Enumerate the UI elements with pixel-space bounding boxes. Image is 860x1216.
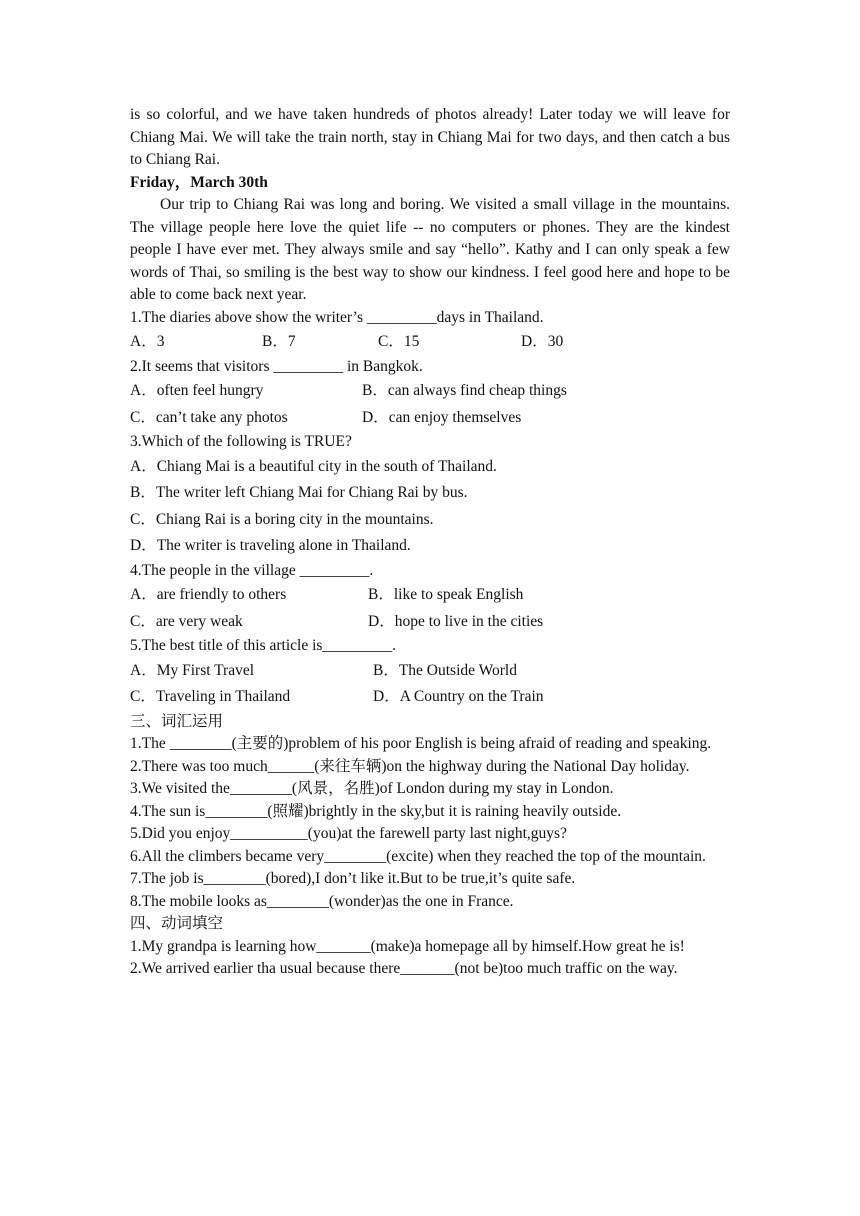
vocab-item: 1.The ________(主要的)problem of his poor English is being afraid of reading and speaking. [130,735,712,752]
passage-paragraph-1: is so colorful, and we have taken hundreds of photos already! Later today we will leave for Chiang Mai. We will take the train north, stay in Chiang Mai for two days, and then catch a bus to Chiang Rai. [130,106,730,168]
option: B．can always find cheap things [362,382,567,399]
option: B．like to speak English [368,586,524,603]
option: A．often feel hungry [130,382,264,399]
question-3-option-b [130,480,730,507]
option: A．My First Travel [130,661,255,679]
option: C．can’t take any photos [130,408,288,426]
verb-item: 2.We arrived earlier tha usual because there_______(not be)too much traffic on the way. [130,960,678,977]
question-3-option-c [130,507,730,534]
passage-paragraph-2: Our trip to Chiang Rai was long and boring. We visited a small village in the mountains. The village people here love the quiet life -- no computers or phones. They are the kindest people I have ever met. They always smile and say “hello”. Kathy and I can only speak a few words of Thai, so smiling is the best way to show our kindness. I feel good here and hope to be able to come back next year. [130,196,730,303]
option: D．hope to live in the cities [368,612,544,630]
question-4-stem: 4.The people in the village _________. [130,561,374,579]
option: C．15 [378,333,420,350]
question-1-stem: 1.The diaries above show the writer’s _________days in Thailand. [130,308,544,326]
option: D．A Country on the Train [373,688,544,705]
option: A．are friendly to others [130,586,287,603]
question-5-options-row-2 [130,684,730,711]
question-2-options-row-2 [130,405,730,432]
option: D．can enjoy themselves [362,408,522,426]
option: D．30 [521,333,564,350]
question-2-stem: 2.It seems that visitors _________ in Bangkok. [130,357,423,375]
vocab-item: 5.Did you enjoy__________(you)at the farewell party last night,guys? [130,825,567,842]
diary-date: Friday，March 30th [130,173,268,191]
section-4-heading: 四、动词填空 [130,915,224,932]
question-3-option-d [130,533,730,560]
option: A．3 [130,333,165,350]
option: B．The Outside World [373,661,517,679]
question-2-options-row-1 [130,378,730,405]
vocab-item: 6.All the climbers became very________(excite) when they reached the top of the mountain. [130,847,706,865]
vocab-item: 2.There was too much______(来往车辆)on the highway during the National Day holiday. [130,757,690,775]
verb-item: 1.My grandpa is learning how_______(make)a homepage all by himself.How great he is! [130,937,685,955]
section-3-heading: 三、词汇运用 [130,712,224,730]
option: C．Chiang Rai is a boring city in the mountains. [130,510,434,528]
question-4-options-row-1 [130,582,730,609]
question-3-option-a [130,454,730,481]
vocab-item: 3.We visited the________(风景，名胜)of London during my stay in London. [130,780,614,797]
question-5-options-row-1 [130,658,730,685]
vocab-item: 7.The job is________(bored),I don’t like it.But to be true,it’s quite safe. [130,870,576,887]
option: C．Traveling in Thailand [130,688,291,705]
option: B．The writer left Chiang Mai for Chiang Rai by bus. [130,484,468,501]
option: B．7 [262,333,296,350]
question-5-stem: 5.The best title of this article is_________. [130,637,397,654]
question-4-options-row-2 [130,609,730,636]
option: C．are very weak [130,612,243,630]
vocab-item: 4.The sun is________(照耀)brightly in the sky,but it is raining heavily outside. [130,802,622,820]
question-1-options [130,329,730,356]
option: D．The writer is traveling alone in Thailand. [130,537,411,554]
question-3-stem: 3.Which of the following is TRUE? [130,433,352,450]
option: A．Chiang Mai is a beautiful city in the south of Thailand. [130,457,497,475]
vocab-item: 8.The mobile looks as________(wonder)as the one in France. [130,892,514,910]
document-page [130,104,730,981]
